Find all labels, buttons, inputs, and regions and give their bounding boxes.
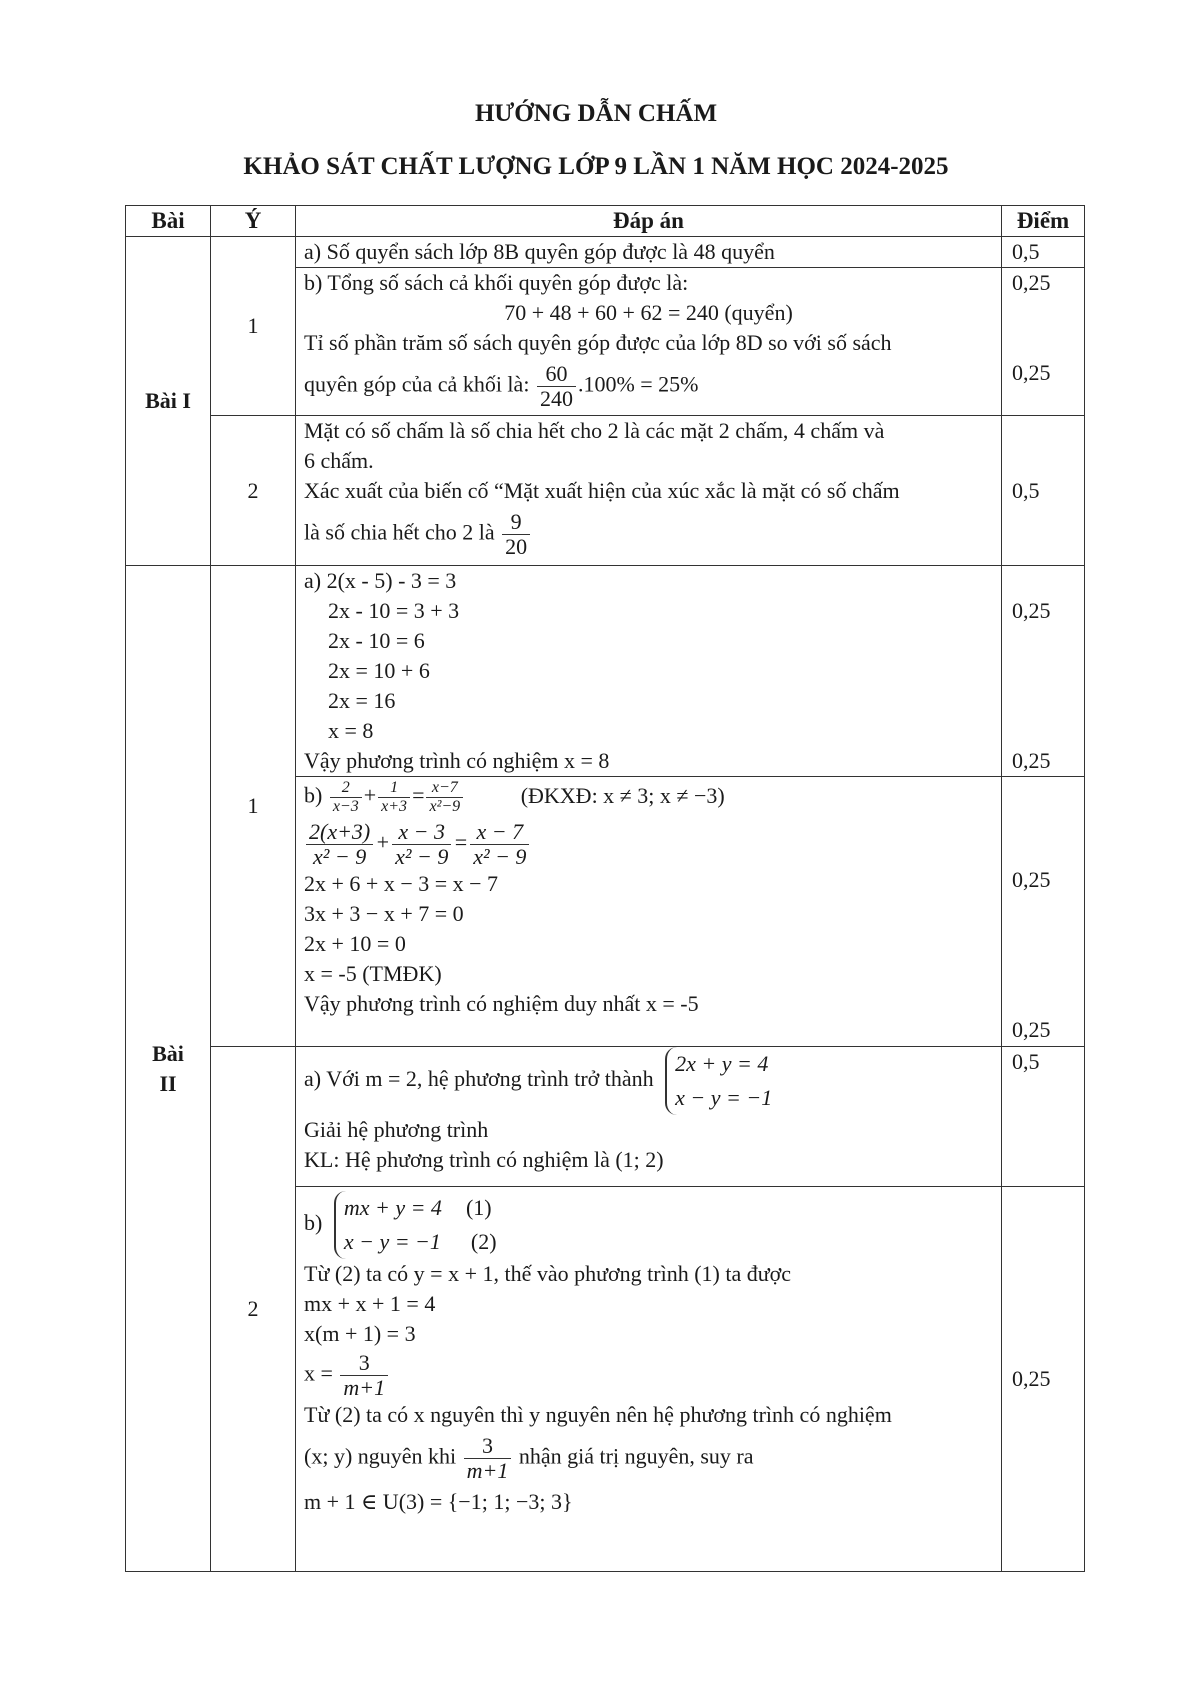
answer-line: Mặt có số chấm là số chia hết cho 2 là các mặt 2 chấm, 4 chấm và — [304, 418, 885, 443]
equation-line: x(m + 1) = 3 — [304, 1321, 416, 1346]
fraction-denominator: x² − 9 — [313, 844, 367, 869]
equation-line: 3x + 3 − x + 7 = 0 — [304, 901, 464, 926]
equation-text: mx + y = 4 — [343, 1195, 442, 1220]
fraction-numerator: 3 — [340, 1351, 388, 1376]
fraction — [464, 1434, 512, 1483]
header-diem: Điểm — [1002, 206, 1085, 237]
answer-line — [304, 510, 993, 559]
answer-text: a) Số quyển sách lớp 8B quyên góp được là 48 quyển — [304, 239, 775, 264]
table-row — [126, 416, 1085, 566]
equation-line: 2x = 10 + 6 — [328, 658, 430, 683]
equation-system — [334, 1191, 497, 1259]
bai-2-label-line: II — [159, 1070, 177, 1096]
fraction-denominator: 240 — [539, 386, 573, 411]
table-row — [126, 1047, 1085, 1187]
answer-text: .100% = 25% — [577, 371, 699, 397]
fraction-numerator: x − 3 — [392, 820, 451, 845]
answer-cell — [296, 1187, 1002, 1572]
equation-text: x − y = −1 — [343, 1229, 441, 1254]
header-dap-an: Đáp án — [296, 206, 1002, 237]
page-title: HƯỚNG DẪN CHẤM — [474, 100, 718, 127]
points-cell: 0,5 — [1002, 1047, 1085, 1187]
equation-tag: (1) — [465, 1195, 492, 1220]
answer-text: quyên góp của cả khối là: — [304, 371, 530, 397]
fraction-numerator: 9 — [502, 510, 530, 535]
answer-cell — [296, 777, 1002, 1047]
table-row — [126, 237, 1085, 268]
points-value: 0,25 — [1012, 1017, 1051, 1042]
equation-line: 2x + 10 = 0 — [304, 931, 406, 956]
bai-2-label-line: Bài — [152, 1040, 184, 1066]
bai-1-y-2: 2 — [211, 416, 296, 566]
points-value: 0,25 — [1012, 360, 1051, 385]
fraction-numerator: 2(x+3) — [306, 820, 373, 845]
answer-text: x = — [304, 1360, 333, 1386]
equation-line: mx + x + 1 = 4 — [304, 1291, 436, 1316]
equation-system — [665, 1047, 772, 1115]
system-equation — [344, 1191, 497, 1225]
fraction-numerator: x−7 — [426, 779, 463, 798]
answer-line: 6 chấm. — [304, 448, 374, 473]
system-equation: 2x + y = 4 — [675, 1051, 769, 1076]
points-cell — [1002, 777, 1085, 1047]
bai-2-y-2: 2 — [211, 1047, 296, 1572]
answer-line: b) Tổng số sách cả khối quyên góp được là: — [304, 270, 689, 295]
answer-text: b) — [304, 782, 323, 808]
bai-2-y-1: 1 — [211, 566, 296, 1047]
table-header-row — [126, 206, 1085, 237]
bai-1-label: Bài I — [126, 237, 211, 566]
fraction — [378, 779, 410, 816]
bai-2-label — [126, 566, 211, 1572]
fraction — [426, 779, 463, 816]
points-cell — [1002, 268, 1085, 416]
page-subtitle: KHẢO SÁT CHẤT LƯỢNG LỚP 9 LẦN 1 NĂM HỌC 2024-2025 — [243, 153, 949, 180]
fraction-denominator: x² − 9 — [395, 844, 449, 869]
equation-line: 2x - 10 = 6 — [328, 628, 425, 653]
fraction-numerator: 1 — [378, 779, 410, 798]
points-cell: 0,5 — [1002, 416, 1085, 566]
fraction-denominator: m+1 — [466, 1458, 509, 1483]
header-bai: Bài — [126, 206, 211, 237]
answer-text: b) — [304, 1210, 323, 1236]
fraction-denominator: x+3 — [381, 798, 408, 815]
answer-cell — [296, 237, 1002, 268]
equation-line — [304, 1191, 993, 1259]
answer-line: Tỉ số phần trăm số sách quyên góp được của lớp 8D so với số sách — [304, 330, 892, 355]
equation-line: 2x = 16 — [328, 688, 396, 713]
fraction — [392, 820, 451, 869]
header-y: Ý — [211, 206, 296, 237]
equation-line — [304, 1351, 993, 1400]
points-cell: 0,5 — [1002, 237, 1085, 268]
fraction-denominator: 20 — [505, 534, 528, 559]
fraction — [502, 510, 530, 559]
system-equation — [344, 1225, 497, 1259]
answer-line: Từ (2) ta có x nguyên thì y nguyên nên hệ phương trình có nghiệm — [304, 1402, 892, 1427]
answer-line — [304, 1434, 993, 1483]
fraction-denominator: m+1 — [343, 1375, 386, 1400]
fraction-numerator: 60 — [537, 362, 576, 387]
equation-line — [304, 1047, 993, 1115]
equation-line: b) $\frac{2}{x-3}$ + $\frac{1}{x+3}$ = $\frac{x-7}{\text{x²−9}}$ (ĐKXĐ: x ≠ 3; x ≠ −3) — [304, 779, 725, 815]
equation-tag: (2) — [470, 1229, 497, 1254]
table-row — [126, 566, 1085, 777]
equation-line: x = 8 — [328, 718, 374, 743]
fraction-numerator: x − 7 — [470, 820, 529, 845]
fraction-numerator: 2 — [330, 779, 362, 798]
fraction — [470, 820, 529, 869]
condition-text: (ĐKXĐ: x ≠ 3; x ≠ −3) — [520, 782, 725, 808]
answer-text: a) Với m = 2, hệ phương trình trở thành — [304, 1066, 654, 1092]
points-cell: 0,25 — [1002, 1187, 1085, 1572]
answer-conclusion: Vậy phương trình có nghiệm x = 8 — [304, 748, 610, 773]
equation-line: 2x + 6 + x − 3 = x − 7 — [304, 871, 499, 896]
fraction-numerator: 3 — [464, 1434, 512, 1459]
answer-line — [304, 362, 993, 411]
answer-text: (x; y) nguyên khi — [304, 1443, 457, 1469]
answer-cell — [296, 566, 1002, 777]
answer-cell — [296, 416, 1002, 566]
equation-line: a) 2(x - 5) - 3 = 3 — [304, 568, 457, 593]
equation-line: m + 1 ∈ U(3) = {−1; 1; −3; 3} — [304, 1489, 573, 1514]
fraction — [340, 1351, 388, 1400]
fraction-denominator: x² − 9 — [473, 844, 527, 869]
equation-line: 2x - 10 = 3 + 3 — [328, 598, 460, 623]
answer-cell — [296, 1047, 1002, 1187]
answer-equation: 70 + 48 + 60 + 62 = 240 (quyển) — [504, 300, 793, 325]
fraction — [537, 362, 576, 411]
grading-table — [125, 205, 1085, 1572]
answer-conclusion: KL: Hệ phương trình có nghiệm là (1; 2) — [304, 1147, 664, 1172]
answer-line: Giải hệ phương trình — [304, 1117, 489, 1142]
answer-conclusion: Vậy phương trình có nghiệm duy nhất x = -5 — [304, 991, 699, 1016]
equation-line: x = -5 (TMĐK) — [304, 961, 442, 986]
bai-1-y-1: 1 — [211, 237, 296, 416]
points-value: 0,25 — [1012, 598, 1051, 623]
points-cell — [1002, 566, 1085, 777]
points-value: 0,25 — [1012, 748, 1051, 773]
fraction — [330, 779, 362, 816]
system-equation: x − y = −1 — [675, 1085, 773, 1110]
answer-line: Xác xuất của biến cố “Mặt xuất hiện của xúc xắc là mặt có số chấm — [304, 478, 900, 503]
equation-line: $\frac{2(x+3)}{\text{x² − 9}}$ + $\frac{x - 3}{\text{x² − 9}}$ = $\frac{x - 7}{\text{x² − 9}}$ — [304, 820, 993, 869]
answer-text: là số chia hết cho 2 là — [304, 519, 495, 545]
fraction — [306, 820, 373, 869]
answer-cell — [296, 268, 1002, 416]
points-value: 0,25 — [1012, 867, 1051, 892]
points-value: 0,25 — [1012, 270, 1051, 295]
fraction-denominator: x²−9 — [429, 798, 461, 815]
fraction-denominator: x−3 — [332, 798, 359, 815]
answer-text: nhận giá trị nguyên, suy ra — [518, 1443, 754, 1469]
answer-line: Từ (2) ta có y = x + 1, thế vào phương trình (1) ta được — [304, 1261, 792, 1286]
